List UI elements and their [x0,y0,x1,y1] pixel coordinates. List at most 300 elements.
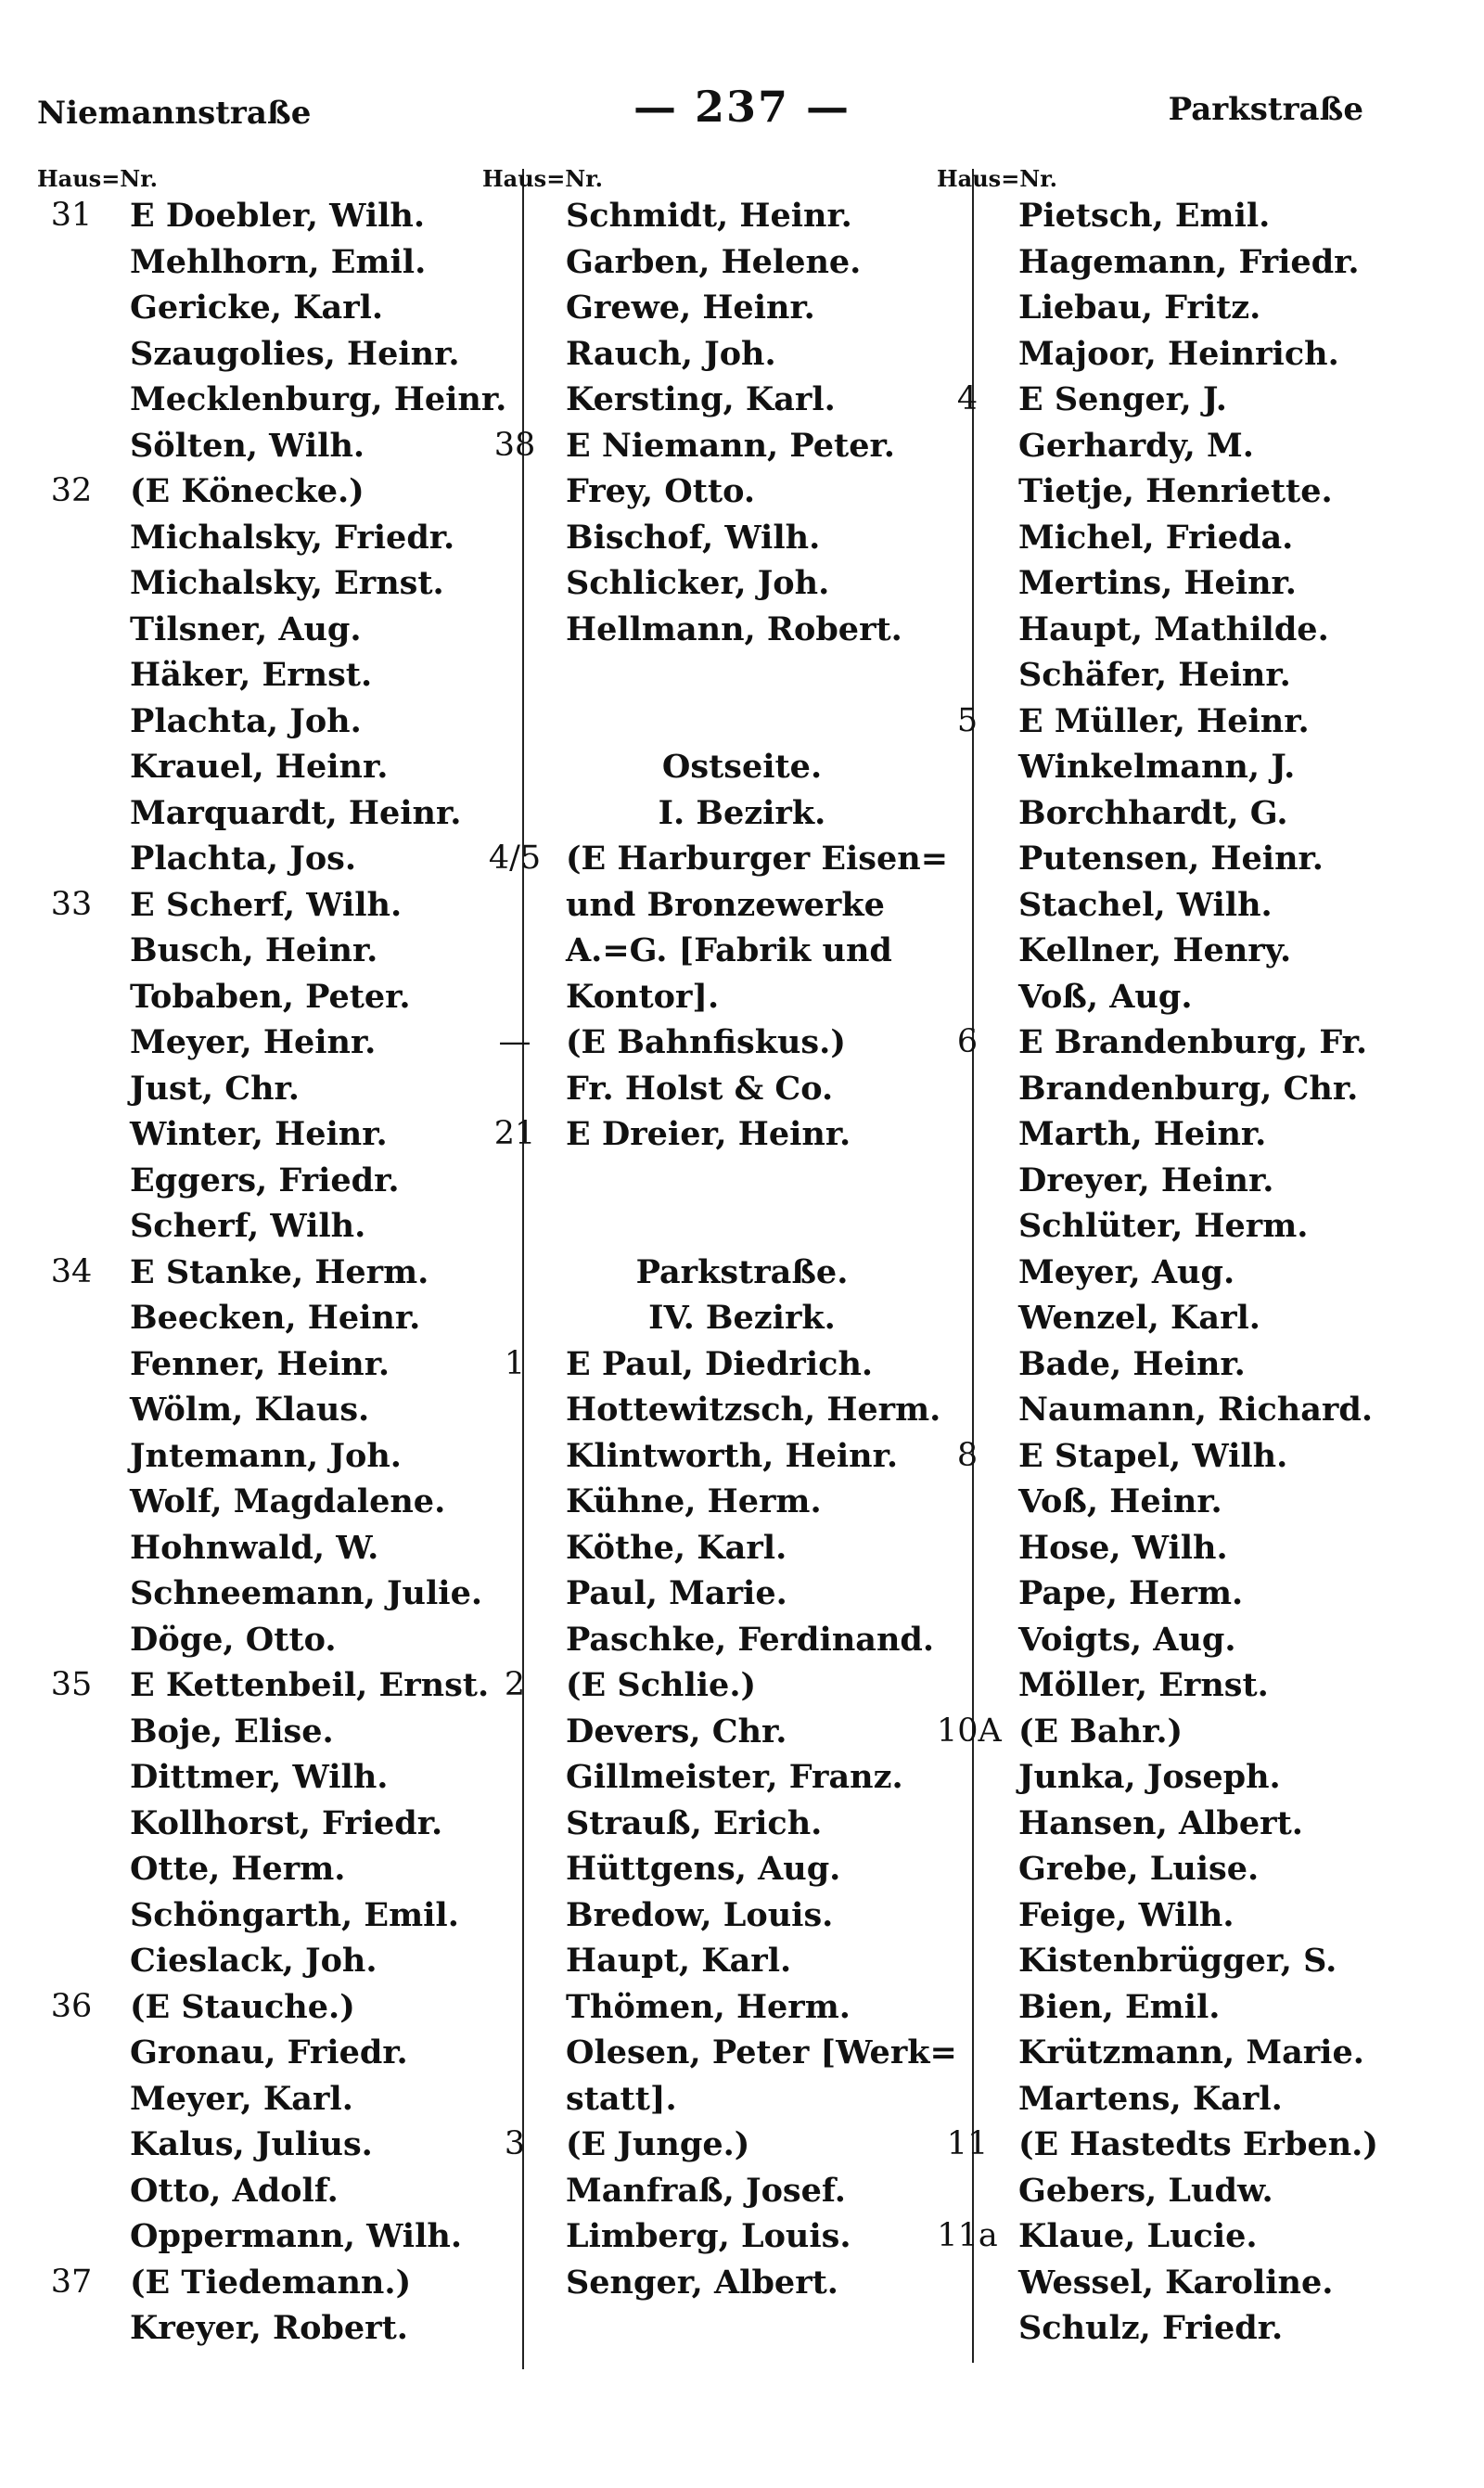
resident-name: (E Harburger Eisen= [566,840,949,878]
resident-name: Michel, Frieda. [1018,518,1294,557]
directory-entry [937,285,1456,331]
resident-name: Hellmann, Robert. [566,609,902,648]
resident-name: Busch, Heinr. [130,931,378,969]
resident-name: E Paul, Diedrich. [566,1344,874,1383]
house-number: 32 [50,472,93,509]
house-number: 8 [956,1436,979,1474]
resident-name: Kreyer, Robert. [130,2309,408,2347]
resident-name: Garben, Helene. [566,242,862,281]
directory-entry [37,2168,482,2214]
directory-entry [482,1158,965,1204]
resident-name: Hagemann, Friedr. [1018,242,1360,281]
directory-entry [37,1846,482,1892]
resident-name: Boje, Elise. [130,1712,334,1751]
directory-entry [37,2260,482,2306]
directory-entry [37,1158,482,1204]
directory-entry [482,2260,965,2306]
resident-name: Marquardt, Heinr. [130,793,462,832]
directory-entry [37,1433,482,1480]
directory-entry [37,1754,482,1801]
resident-name: Schlicker, Joh. [566,564,830,602]
directory-entry [937,1754,1456,1801]
house-number: 3 [504,2125,526,2162]
resident-name: Kontor]. [566,977,720,1016]
directory-entry [37,2076,482,2122]
resident-name: (E Bahr.) [1018,1712,1183,1751]
resident-name: Hohnwald, W. [130,1528,379,1567]
street-heading-left: Niemannstraße [37,95,312,132]
resident-name: (E Schlie.) [566,1666,757,1704]
directory-entry [482,1111,965,1158]
directory-entry [482,239,965,286]
directory-entry [937,331,1456,378]
directory-entry [937,1295,1456,1341]
directory-entry [937,1662,1456,1709]
directory-entry [937,1250,1456,1296]
resident-name: Möller, Ernst. [1018,1666,1269,1704]
directory-entry [937,1892,1456,1939]
resident-name: Paul, Marie. [566,1574,787,1612]
resident-name: Thömen, Herm. [566,1987,851,2026]
resident-name: Otte, Herm. [130,1850,346,1888]
directory-entry [482,2122,965,2168]
resident-name: Rauch, Joh. [566,334,776,373]
directory-entry [482,285,965,331]
resident-name: Mecklenburg, Heinr. [130,380,507,418]
directory-entry [482,1846,965,1892]
resident-name: E Brandenburg, Fr. [1018,1023,1368,1061]
directory-entry [37,1250,482,1296]
resident-name: Manfraß, Josef. [566,2171,846,2210]
directory-entry [482,928,965,974]
resident-name: Döge, Otto. [130,1620,337,1659]
directory-entry [937,2168,1456,2214]
resident-name: Voß, Heinr. [1018,1482,1222,1520]
directory-entry [937,1617,1456,1663]
resident-name: Oppermann, Wilh. [130,2217,463,2255]
resident-name: Otto, Adolf. [130,2171,339,2210]
directory-entry [937,1158,1456,1204]
resident-name: Klaue, Lucie. [1018,2217,1258,2255]
house-number: 10A [937,1712,1002,1750]
directory-entry [482,1617,965,1663]
resident-name: Gillmeister, Franz. [566,1758,903,1796]
resident-name: Schöngarth, Emil. [130,1895,459,1934]
resident-name: Hansen, Albert. [1018,1803,1303,1842]
directory-entry [482,1479,965,1525]
resident-name: Dittmer, Wilh. [130,1758,389,1796]
resident-name: Gebers, Ludw. [1018,2171,1273,2210]
resident-name: Schlüter, Herm. [1018,1207,1309,1245]
resident-name: Schneemann, Julie. [130,1574,483,1612]
resident-name: Plachta, Joh. [130,701,362,740]
house-number-heading: Haus=Nr. [482,165,604,192]
resident-name: Scherf, Wilh. [130,1207,366,1245]
resident-name: Jntemann, Joh. [130,1436,402,1475]
directory-entry [482,2213,965,2260]
resident-name: Junka, Joseph. [1018,1758,1281,1796]
directory-entry [37,285,482,331]
directory-entry [937,515,1456,561]
resident-name: Winkelmann, J. [1018,748,1296,786]
resident-name: Krauel, Heinr. [130,748,389,786]
resident-name: Sölten, Wilh. [130,426,365,465]
directory-entry [482,331,965,378]
directory-entry [37,836,482,882]
section-heading-text: IV. Bezirk. [648,1299,836,1337]
directory-entry [37,1801,482,1847]
directory-entry [937,744,1456,790]
house-number: 1 [504,1344,526,1382]
house-number: 35 [50,1666,93,1703]
directory-entry [37,1984,482,2031]
resident-name: E Dreier, Heinr. [566,1115,851,1153]
resident-name: Naumann, Richard. [1018,1391,1374,1429]
resident-name: Meyer, Karl. [130,2079,353,2118]
resident-name: E Stapel, Wilh. [1018,1436,1288,1475]
directory-entry [37,560,482,607]
resident-name: Plachta, Jos. [130,840,357,878]
directory-entry [37,1295,482,1341]
directory-entry [937,2305,1456,2352]
directory-entry [482,607,965,653]
resident-name: (E Junge.) [566,2125,750,2163]
resident-name: Haupt, Mathilde. [1018,609,1329,648]
section-heading [482,744,965,790]
resident-name: Wessel, Karoline. [1018,2263,1334,2302]
directory-entry [937,2213,1456,2260]
resident-name: E Kettenbeil, Ernst. [130,1666,490,1704]
house-number: 11 [946,2125,989,2162]
directory-entry [37,468,482,515]
house-number: 38 [493,426,536,464]
column-lines [937,193,1456,2352]
directory-entry [37,1387,482,1433]
directory-entry [937,882,1456,929]
directory-entry [937,2122,1456,2168]
resident-name: Limberg, Louis. [566,2217,851,2255]
resident-name: A.=G. [Fabrik und [566,931,892,969]
resident-name: Senger, Albert. [566,2263,838,2302]
running-head [0,82,1484,137]
resident-name: Kühne, Herm. [566,1482,822,1520]
resident-name: (E Hastedts Erben.) [1018,2125,1378,2163]
directory-entry [937,790,1456,837]
resident-name: Gronau, Friedr. [130,2033,408,2071]
directory-entry [482,423,965,469]
directory-entry [37,1479,482,1525]
house-number: 33 [50,885,93,923]
resident-name: Tietje, Henriette. [1018,472,1333,510]
resident-name: Hottewitzsch, Herm. [566,1391,941,1429]
resident-name: Strauß, Erich. [566,1803,823,1842]
resident-name: Kellner, Henry. [1018,931,1292,969]
directory-entry [482,1754,965,1801]
directory-entry [37,1203,482,1250]
resident-name: Klintworth, Heinr. [566,1436,899,1475]
resident-name: E Senger, J. [1018,380,1227,418]
column-lines [482,193,965,2305]
directory-entry [482,1020,965,1066]
section-heading [482,790,965,837]
directory-entry [937,1525,1456,1571]
resident-name: (E Könecke.) [130,472,365,510]
directory-entry [37,1525,482,1571]
directory-entry [482,377,965,423]
house-number: — [498,1023,531,1060]
directory-entry [37,699,482,745]
resident-name: Devers, Chr. [566,1712,787,1751]
column-1 [37,165,507,2373]
directory-entry [37,2122,482,2168]
house-number-heading: Haus=Nr. [37,165,159,192]
resident-name: Putensen, Heinr. [1018,840,1324,878]
directory-entry [937,1801,1456,1847]
resident-name: Meyer, Aug. [1018,1252,1235,1291]
house-number: 6 [956,1023,979,1060]
directory-entry [937,836,1456,882]
directory-entry [37,2213,482,2260]
resident-name: Bien, Emil. [1018,1987,1221,2026]
column-lines [37,193,507,2352]
resident-name: Bredow, Louis. [566,1895,834,1934]
resident-name: Feige, Wilh. [1018,1895,1235,1934]
house-number: 5 [956,701,979,739]
resident-name: Schmidt, Heinr. [566,197,852,235]
resident-name: Hose, Wilh. [1018,1528,1228,1567]
resident-name: Tilsner, Aug. [130,609,362,648]
directory-entry [937,974,1456,1020]
resident-name: E Scherf, Wilh. [130,885,403,924]
directory-entry [482,836,965,882]
directory-entry [482,2168,965,2214]
column-2 [482,165,965,2373]
directory-entry [37,1571,482,1617]
directory-entry [37,974,482,1020]
resident-name: Grebe, Luise. [1018,1850,1260,1888]
directory-entry [37,652,482,699]
resident-name: E Doebler, Wilh. [130,197,426,235]
section-heading-text: Ostseite. [661,748,823,786]
house-number-heading: Haus=Nr. [937,165,1058,192]
directory-entry [37,607,482,653]
resident-name: (E Stauche.) [130,1987,355,2026]
directory-entry [937,377,1456,423]
directory-entry [482,560,965,607]
directory-entry [37,744,482,790]
directory-entry [482,1525,965,1571]
directory-entry [937,1571,1456,1617]
page-number: — 237 — [633,82,851,132]
directory-entry [937,423,1456,469]
resident-name: Fr. Holst & Co. [566,1069,834,1108]
resident-name: Just, Chr. [130,1069,300,1108]
resident-name: Beecken, Heinr. [130,1299,421,1337]
street-heading-right: Parkstraße [1168,91,1363,128]
directory-entry [37,423,482,469]
directory-entry [37,1111,482,1158]
directory-entry [937,1341,1456,1388]
resident-name: Häker, Ernst. [130,656,373,694]
resident-name: E Niemann, Peter. [566,426,895,465]
directory-entry [37,331,482,378]
directory-entry [37,928,482,974]
resident-name: Köthe, Karl. [566,1528,787,1567]
house-number: 31 [50,197,93,234]
directory-entry [482,882,965,929]
directory-entry [937,560,1456,607]
resident-name: und Bronzewerke [566,885,885,924]
directory-entry [37,193,482,239]
resident-name: Bischof, Wilh. [566,518,821,557]
column-3 [937,165,1456,2373]
house-number: 2 [504,1666,526,1703]
directory-entry [482,1341,965,1388]
directory-entry [37,377,507,423]
house-number: 11a [937,2217,998,2254]
resident-name: Gerhardy, M. [1018,426,1254,465]
resident-name: Pietsch, Emil. [1018,197,1271,235]
house-number: 36 [50,1987,93,2025]
directory-entry [482,1892,965,1939]
resident-name: statt]. [566,2079,677,2118]
resident-name: Szaugolies, Heinr. [130,334,460,373]
resident-name: Krützmann, Marie. [1018,2033,1364,2071]
resident-name: Grewe, Heinr. [566,289,815,327]
directory-entry [482,468,965,515]
resident-name: Mertins, Heinr. [1018,564,1297,602]
directory-entry [937,1203,1456,1250]
resident-name: E Müller, Heinr. [1018,701,1310,740]
resident-name: Hüttgens, Aug. [566,1850,841,1888]
directory-entry [937,1066,1456,1112]
directory-entry [482,193,965,239]
resident-name: Mehlhorn, Emil. [130,242,427,281]
directory-entry [937,1020,1456,1066]
directory-entry [937,607,1456,653]
resident-name: Marth, Heinr. [1018,1115,1267,1153]
section-heading [482,1250,965,1296]
directory-entry [482,515,965,561]
resident-name: Voigts, Aug. [1018,1620,1236,1659]
resident-name: Haupt, Karl. [566,1942,792,1980]
resident-name: Winter, Heinr. [130,1115,388,1153]
resident-name: Pape, Herm. [1018,1574,1244,1612]
directory-entry [937,1709,1456,1755]
directory-entry [937,1111,1456,1158]
directory-entry [937,1984,1456,2031]
resident-name: (E Bahnfiskus.) [566,1023,846,1061]
section-heading-text: I. Bezirk. [658,793,826,832]
directory-entry [937,2030,1456,2076]
resident-name: Schäfer, Heinr. [1018,656,1291,694]
directory-entry [482,974,965,1020]
directory-entry [482,2030,965,2076]
resident-name: Michalsky, Ernst. [130,564,444,602]
resident-name: Martens, Karl. [1018,2079,1283,2118]
directory-entry [37,1020,482,1066]
house-number: 34 [50,1252,93,1290]
directory-entry [482,1984,965,2031]
directory-entry [937,1479,1456,1525]
directory-entry [37,239,482,286]
directory-entry [937,1938,1456,1984]
directory-entry [37,790,482,837]
house-number: 37 [50,2263,93,2301]
resident-name: Stachel, Wilh. [1018,885,1273,924]
directory-entry [482,1709,965,1755]
resident-name: E Stanke, Herm. [130,1252,429,1291]
directory-entry [937,193,1456,239]
resident-name: Dreyer, Heinr. [1018,1161,1274,1199]
resident-name: Schulz, Friedr. [1018,2309,1284,2347]
directory-entry [937,928,1456,974]
directory-entry [482,1387,965,1433]
resident-name: Olesen, Peter [Werk= [566,2033,957,2071]
directory-entry [937,1387,1456,1433]
resident-name: Bade, Heinr. [1018,1344,1246,1383]
resident-name: Wolf, Magdalene. [130,1482,446,1520]
directory-entry [37,1938,482,1984]
resident-name: Wölm, Klaus. [130,1391,370,1429]
directory-entry [37,515,482,561]
directory-entry [937,1846,1456,1892]
resident-name: Majoor, Heinrich. [1018,334,1339,373]
directory-entry [482,699,965,745]
resident-name: Fenner, Heinr. [130,1344,390,1383]
house-number: 4/5 [488,840,542,877]
resident-name: Eggers, Friedr. [130,1161,400,1199]
resident-name: Brandenburg, Chr. [1018,1069,1359,1108]
house-number: 4 [956,380,979,417]
directory-entry [37,1709,482,1755]
directory-entry [37,2030,482,2076]
directory-entry [937,2076,1456,2122]
directory-entry [937,239,1456,286]
section-heading [482,1295,965,1341]
resident-name: Kistenbrügger, S. [1018,1942,1337,1980]
resident-name: Kalus, Julius. [130,2125,373,2163]
directory-entry [937,1433,1456,1480]
resident-name: Meyer, Heinr. [130,1023,377,1061]
directory-entry [482,1066,965,1112]
directory-entry [937,699,1456,745]
resident-name: Cieslack, Joh. [130,1942,377,1980]
directory-entry [37,1892,482,1939]
directory-entry [37,1662,490,1709]
resident-name: Borchhardt, G. [1018,793,1288,832]
resident-name: (E Tiedemann.) [130,2263,412,2302]
directory-entry [937,468,1456,515]
directory-entry [482,2076,965,2122]
directory-entry [482,652,965,699]
resident-name: Tobaben, Peter. [130,977,411,1016]
resident-name: Frey, Otto. [566,472,756,510]
directory-entry [482,1571,965,1617]
house-number: 21 [493,1115,536,1152]
resident-name: Voß, Aug. [1018,977,1193,1016]
resident-name: Kersting, Karl. [566,380,836,418]
directory-entry [482,1938,965,1984]
resident-name: Wenzel, Karl. [1018,1299,1260,1337]
directory-entry [482,1801,965,1847]
directory-entry [37,1341,482,1388]
resident-name: Gericke, Karl. [130,289,384,327]
resident-name: Paschke, Ferdinand. [566,1620,935,1659]
resident-name: Kollhorst, Friedr. [130,1803,443,1842]
section-heading-text: Parkstraße. [635,1252,849,1291]
directory-entry [37,2305,482,2352]
